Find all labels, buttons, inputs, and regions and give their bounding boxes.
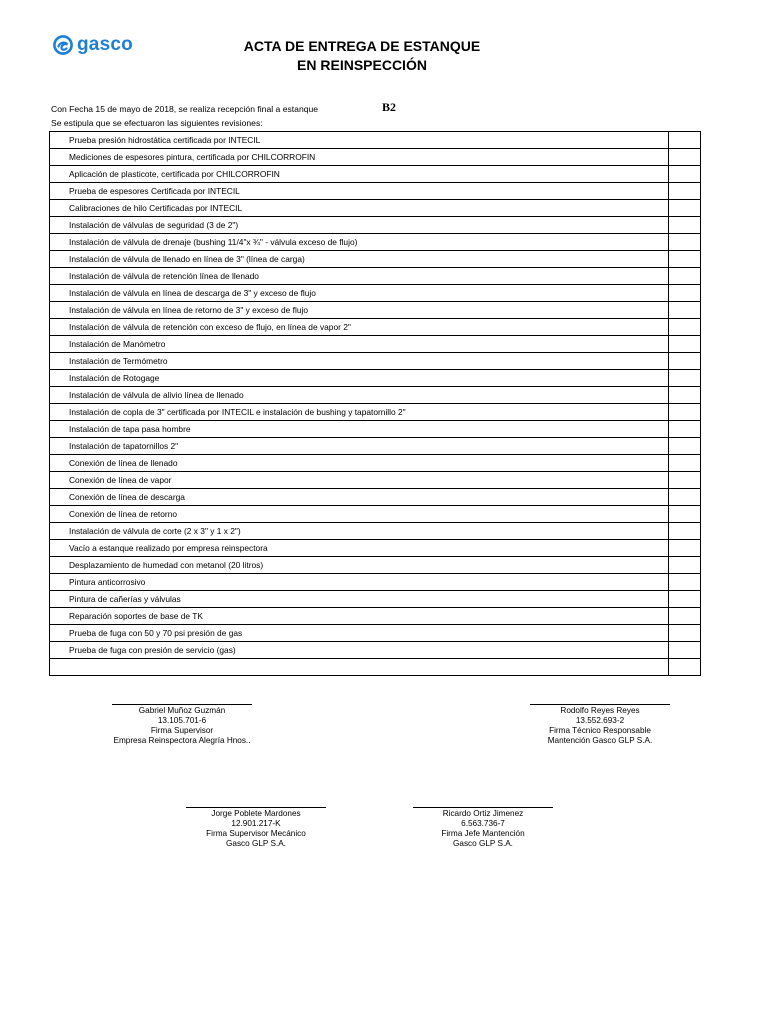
checklist-item-label: Conexión de línea de retorno (50, 506, 669, 523)
checklist-check-cell[interactable] (669, 523, 701, 540)
tank-code: B2 (382, 100, 397, 114)
checklist-check-cell[interactable] (669, 132, 701, 149)
checklist-item-label: Instalación de válvula de alivio línea de llenado (50, 387, 669, 404)
signer-company: Gasco GLP S.A. (453, 839, 513, 848)
signer-company: Empresa Reinspectora Alegría Hnos.. (113, 736, 251, 745)
signature-line (186, 807, 326, 808)
checklist-item-label: Reparación soportes de base de TK (50, 608, 669, 625)
checklist-item-label: Instalación de copla de 3" certificada por INTECIL e instalación de bushing y tapatornillo 2" (50, 404, 669, 421)
checklist-check-cell[interactable] (669, 302, 701, 319)
table-row (50, 455, 701, 472)
checklist-item-label: Instalación de válvula de retención con exceso de flujo, en línea de vapor 2" (50, 319, 669, 336)
checklist-check-cell[interactable] (669, 404, 701, 421)
table-row (50, 268, 701, 285)
checklist-check-cell[interactable] (669, 557, 701, 574)
intro-line-2: Se estipula que se efectuaron las siguientes revisiones: (51, 118, 263, 128)
table-row (50, 472, 701, 489)
checklist-check-cell[interactable] (669, 285, 701, 302)
checklist-check-cell[interactable] (669, 642, 701, 659)
signer-role: Firma Técnico Responsable (549, 726, 651, 735)
logo-text: gasco (77, 34, 133, 55)
signer-name: Ricardo Ortiz Jimenez (442, 809, 524, 818)
signature-line (112, 704, 252, 705)
table-row (50, 523, 701, 540)
table-row (50, 251, 701, 268)
document-subtitle: EN REINSPECCIÓN (297, 57, 427, 73)
table-row (50, 166, 701, 183)
table-row (50, 489, 701, 506)
checklist-item-label: Desplazamiento de humedad con metanol (20 litros) (50, 557, 669, 574)
checklist-check-cell[interactable] (669, 251, 701, 268)
table-row (50, 319, 701, 336)
table-row (50, 625, 701, 642)
document-title: ACTA DE ENTREGA DE ESTANQUE (243, 38, 481, 54)
table-row (50, 557, 701, 574)
checklist-item-label: Instalación de válvulas de seguridad (3 de 2") (50, 217, 669, 234)
signer-company: Mantención Gasco GLP S.A. (547, 736, 653, 745)
signature-supervisor (62, 704, 302, 746)
signature-technician (500, 704, 700, 746)
checklist-item-label: Vacío a estanque realizado por empresa reinspectora (50, 540, 669, 557)
checklist-item-label: Pintura de cañerías y válvulas (50, 591, 669, 608)
checklist-check-cell[interactable] (669, 438, 701, 455)
checklist-item-label: Conexión de línea de llenado (50, 455, 669, 472)
checklist-item-label: Mediciones de espesores pintura, certificada por CHILCORROFIN (50, 149, 669, 166)
signer-rut: 6.563.736-7 (461, 819, 505, 828)
checklist-item-label: Instalación de válvula de llenado en línea de 3" (línea de carga) (50, 251, 669, 268)
checklist-check-cell[interactable] (669, 200, 701, 217)
table-row (50, 608, 701, 625)
signature-line (530, 704, 670, 705)
table-row (50, 149, 701, 166)
signer-rut: 12.901.217-K (231, 819, 281, 828)
checklist-item-label: Instalación de válvula en línea de retorno de 3" y exceso de flujo (50, 302, 669, 319)
table-row (50, 591, 701, 608)
checklist-item-label: Prueba de fuga con 50 y 70 psi presión de gas (50, 625, 669, 642)
checklist-check-cell[interactable] (669, 370, 701, 387)
signer-company: Gasco GLP S.A. (226, 839, 286, 848)
table-row (50, 574, 701, 591)
intro-line-1: Con Fecha 15 de mayo de 2018, se realiza recepción final a estanque (51, 104, 319, 114)
signature-mechanical-supervisor (171, 807, 341, 849)
checklist-item-label: Conexión de línea de descarga (50, 489, 669, 506)
signer-rut: 13.552.693-2 (575, 716, 625, 725)
signer-name: Rodolfo Reyes Reyes (560, 706, 640, 715)
checklist-item-label: Instalación de válvula en línea de descarga de 3" y exceso de flujo (50, 285, 669, 302)
checklist-check-cell[interactable] (669, 625, 701, 642)
checklist-check-cell[interactable] (669, 353, 701, 370)
checklist-check-cell[interactable] (669, 387, 701, 404)
signer-role: Firma Jefe Mantención (441, 829, 525, 838)
table-row (50, 302, 701, 319)
table-row (50, 200, 701, 217)
table-row (50, 370, 701, 387)
table-row (50, 336, 701, 353)
signature-maintenance-chief (398, 807, 568, 849)
checklist-item-label: Conexión de línea de vapor (50, 472, 669, 489)
checklist-item-label: Prueba presión hidrostática certificada por INTECIL (50, 132, 669, 149)
signer-name: Jorge Poblete Mardones (211, 809, 301, 818)
table-row (50, 387, 701, 404)
gasco-logo (52, 34, 133, 56)
table-row (50, 642, 701, 659)
table-row (50, 659, 701, 676)
checklist-check-cell[interactable] (669, 183, 701, 200)
checklist-check-cell[interactable] (669, 166, 701, 183)
table-row (50, 404, 701, 421)
checklist-check-cell[interactable] (669, 234, 701, 251)
checklist-table (49, 131, 701, 676)
checklist-check-cell[interactable] (669, 489, 701, 506)
table-row (50, 234, 701, 251)
checklist-check-cell[interactable] (669, 540, 701, 557)
checklist-item-label: Calibraciones de hilo Certificadas por INTECIL (50, 200, 669, 217)
table-row (50, 540, 701, 557)
checklist-item-label: Instalación de tapatornillos 2" (50, 438, 669, 455)
checklist-check-cell[interactable] (669, 574, 701, 591)
checklist-item-label: Instalación de válvula de corte (2 x 3" y 1 x 2") (50, 523, 669, 540)
checklist-item-label: Instalación de Manómetro (50, 336, 669, 353)
checklist-check-cell[interactable] (669, 268, 701, 285)
checklist-check-cell[interactable] (669, 506, 701, 523)
checklist-check-cell[interactable] (669, 336, 701, 353)
checklist-item-label: Instalación de válvula de retención línea de llenado (50, 268, 669, 285)
table-row (50, 353, 701, 370)
checklist-item-label: Instalación de Rotogage (50, 370, 669, 387)
table-row (50, 438, 701, 455)
signer-rut: 13.105.701-6 (157, 716, 207, 725)
checklist-item-label: Aplicación de plasticote, certificada por CHILCORROFIN (50, 166, 669, 183)
checklist-item-label: Prueba de fuga con presión de servicio (gas) (50, 642, 669, 659)
checklist-check-cell[interactable] (669, 659, 701, 676)
checklist-item-label: Instalación de Termómetro (50, 353, 669, 370)
table-row (50, 421, 701, 438)
table-row (50, 183, 701, 200)
signer-role: Firma Supervisor Mecánico (206, 829, 306, 838)
table-row (50, 132, 701, 149)
signer-name: Gabriel Muñoz Guzmán (138, 706, 226, 715)
checklist-item-label (50, 659, 669, 676)
checklist-check-cell[interactable] (669, 319, 701, 336)
checklist-item-label: Instalación de tapa pasa hombre (50, 421, 669, 438)
checklist-check-cell[interactable] (669, 591, 701, 608)
checklist-check-cell[interactable] (669, 149, 701, 166)
checklist-item-label: Pintura anticorrosivo (50, 574, 669, 591)
checklist-item-label: Prueba de espesores Certificada por INTECIL (50, 183, 669, 200)
table-row (50, 285, 701, 302)
checklist-check-cell[interactable] (669, 421, 701, 438)
checklist-check-cell[interactable] (669, 608, 701, 625)
checklist-check-cell[interactable] (669, 217, 701, 234)
signature-line (413, 807, 553, 808)
checklist-check-cell[interactable] (669, 455, 701, 472)
table-row (50, 506, 701, 523)
checklist-check-cell[interactable] (669, 472, 701, 489)
checklist-item-label: Instalación de válvula de drenaje (bushing 11/4"x ¾" - válvula exceso de flujo) (50, 234, 669, 251)
signer-role: Firma Supervisor (150, 726, 214, 735)
table-row (50, 217, 701, 234)
gasco-swirl-icon (52, 34, 74, 56)
